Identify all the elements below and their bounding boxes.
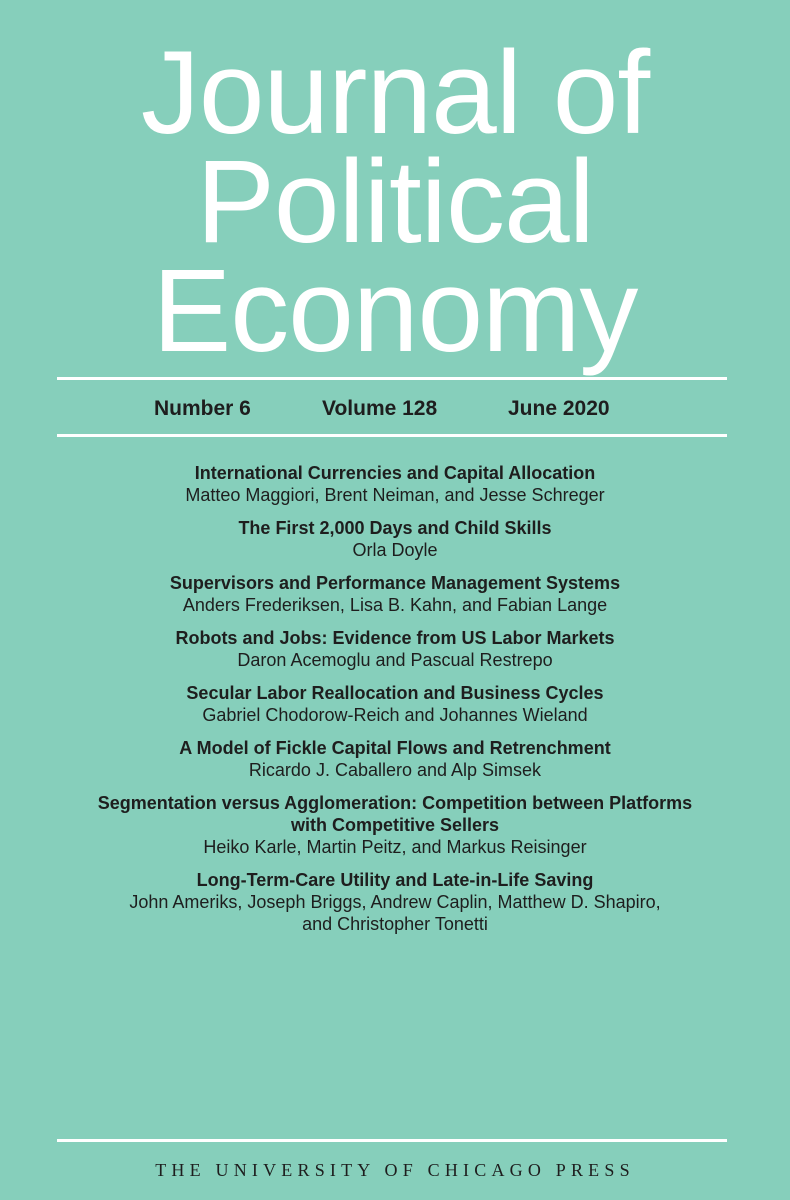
article-authors-line: Anders Frederiksen, Lisa B. Kahn, and Fabian Lange	[182, 595, 608, 615]
journal-title-line-2: Political	[196, 136, 594, 268]
article-entry	[0, 572, 790, 616]
article-authors-line: Daron Acemoglu and Pascual Restrepo	[237, 650, 553, 670]
article-authors-line: Gabriel Chodorow-Reich and Johannes Wieland	[202, 705, 588, 725]
issue-volume: Volume 128	[322, 397, 438, 420]
article-title-line: The First 2,000 Days and Child Skills	[238, 518, 552, 538]
publisher-name: THE UNIVERSITY OF CHICAGO PRESS	[155, 1160, 635, 1180]
table-of-contents	[0, 462, 790, 946]
top-divider	[57, 377, 727, 380]
article-entry	[0, 737, 790, 781]
article-title	[0, 869, 790, 891]
article-title	[0, 462, 790, 484]
article-title-line: International Currencies and Capital Allocation	[194, 463, 596, 483]
article-title	[0, 627, 790, 649]
article-authors	[0, 836, 790, 858]
article-entry	[0, 682, 790, 726]
article-authors-line: John Ameriks, Joseph Briggs, Andrew Caplin, Matthew D. Shapiro,	[129, 892, 661, 912]
article-entry	[0, 627, 790, 671]
bottom-divider	[57, 434, 727, 437]
article-title-line: with Competitive Sellers	[290, 815, 500, 835]
article-authors	[0, 594, 790, 616]
article-title-line: A Model of Fickle Capital Flows and Retrenchment	[179, 738, 611, 758]
article-authors	[0, 484, 790, 506]
article-title	[0, 737, 790, 759]
article-authors-line: and Christopher Tonetti	[302, 914, 488, 934]
article-title-line: Supervisors and Performance Management Systems	[169, 573, 621, 593]
article-entry	[0, 462, 790, 506]
article-authors-line: Orla Doyle	[352, 540, 438, 560]
article-title-line: Robots and Jobs: Evidence from US Labor Markets	[175, 628, 615, 648]
journal-title-line-3: Economy	[152, 245, 638, 377]
article-title-line: Secular Labor Reallocation and Business Cycles	[186, 683, 604, 703]
article-authors-line: Ricardo J. Caballero and Alp Simsek	[248, 760, 542, 780]
issue-info	[0, 394, 790, 424]
article-title-line: Long-Term-Care Utility and Late-in-Life Saving	[196, 870, 594, 890]
footer-divider	[57, 1139, 727, 1142]
journal-title-line-1: Journal of	[140, 27, 650, 159]
article-title	[0, 792, 790, 836]
article-entry	[0, 792, 790, 858]
article-authors-line: Matteo Maggiori, Brent Neiman, and Jesse Schreger	[185, 485, 605, 505]
article-title	[0, 517, 790, 539]
article-title	[0, 572, 790, 594]
article-authors	[0, 891, 790, 935]
article-authors	[0, 539, 790, 561]
article-title-line: Segmentation versus Agglomeration: Competition between Platforms	[97, 793, 693, 813]
article-authors	[0, 759, 790, 781]
article-entry	[0, 869, 790, 935]
issue-number: Number 6	[154, 397, 251, 420]
article-authors-line: Heiko Karle, Martin Peitz, and Markus Reisinger	[203, 837, 587, 857]
article-entry	[0, 517, 790, 561]
article-title	[0, 682, 790, 704]
article-authors	[0, 649, 790, 671]
issue-date: June 2020	[508, 397, 610, 420]
article-authors	[0, 704, 790, 726]
